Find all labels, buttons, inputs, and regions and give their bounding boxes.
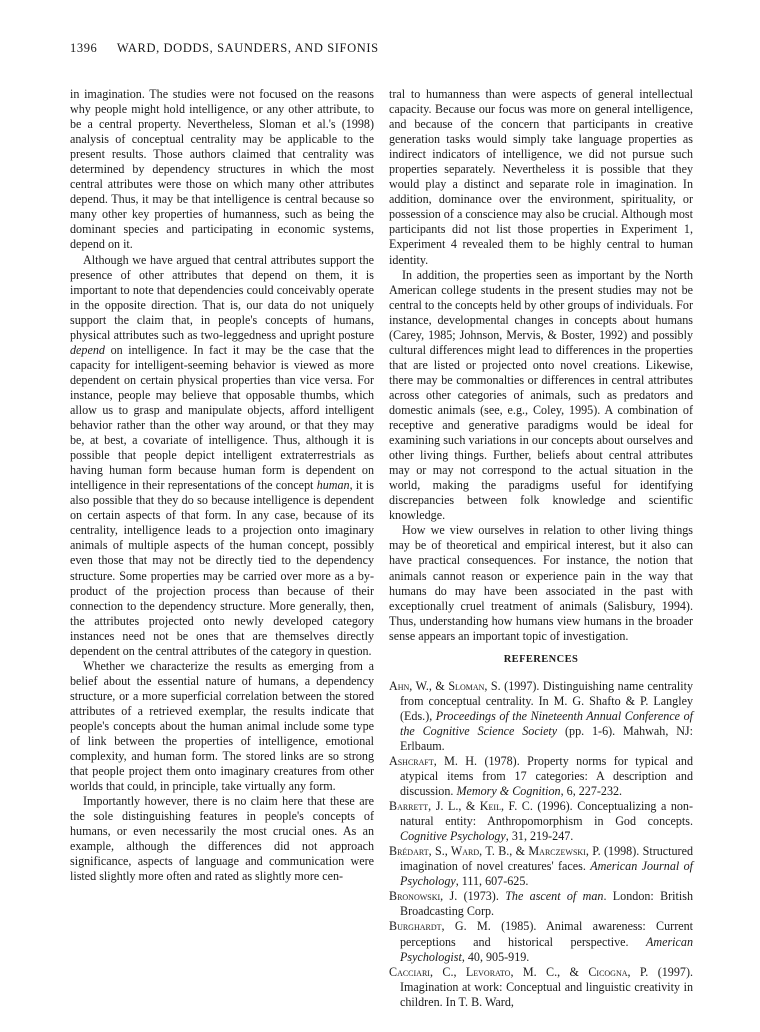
- paragraph: Whether we characterize the results as emerging from a belief about the essential nature of humans, a dependency structure, or a more superficial correlation between the stored attributes of a retrieved exemplar, the results indicate that people's concepts about the human animal include some type of link between the properties of intelligence, emotional complexity, and human form. The stored links are so strong that people project them onto imaginary creatures from other worlds that could, in principle, take virtually any form.: [70, 658, 374, 794]
- left-column: [70, 87, 374, 884]
- paragraph: How we view ourselves in relation to other living things may be of theoretical and empirical interest, but it also can have practical consequences. For instance, the notion that animals cannot reason or experience pain in the way that humans do may have been associated in the past with exceptionally cruel treatment of animals (Salisbury, 1994). Thus, understanding how humans view humans in the broader sense appears an important topic of investigation.: [389, 523, 693, 643]
- paragraph: In addition, the properties seen as important by the North American college students in the present studies may not be central to the concepts held by other groups of individuals. For instance, developmental changes in concepts about humans (Carey, 1985; Johnson, Mervis, & Boster, 1992) and possibly cultural differences might lead to differences in the properties that are listed or projected onto novel creations. Likewise, there may be commonalties or differences in central attributes across other categories of animals, such as predators and domestic animals (see, e.g., Coley, 1995). A combination of receptive and generative paradigms would be ideal for examining such variations in our concepts about ourselves and other living things. Further, beliefs about central attributes may or may not correspond to the actual situation in the world, making the paradigms useful for identifying discrepancies between folk knowledge and scientific knowledge.: [389, 267, 693, 523]
- reference-entry: Bronowski, J. (1973). The ascent of man. London: British Broadcasting Corp.: [389, 889, 694, 919]
- reference-entry: Burghardt, G. M. (1985). Animal awareness: Current perceptions and historical perspective. American Psychologist, 40, 905-919.: [389, 919, 693, 964]
- reference-entry: Ahn, W., & Sloman, S. (1997). Distinguishing name centrality from conceptual centrality. In M. G. Shafto & P. Langley (Eds.), Proceedings of the Nineteenth Annual Conference of the Cognitive Science Society (pp. 1-6). Mahwah, NJ: Erlbaum.: [389, 678, 693, 753]
- reference-source: American Psychologist: [400, 934, 693, 964]
- running-header: [70, 41, 694, 56]
- reference-source: Memory & Cognition: [456, 784, 561, 799]
- reference-source: The ascent of man: [505, 889, 604, 904]
- reference-authors: Barrett, J. L., & Keil, F. C.: [389, 799, 533, 814]
- reference-authors: Ashcraft, M. H.: [389, 753, 478, 768]
- paragraph: Although we have argued that central attributes support the presence of other attributes that depend on them, it is important to note that dependencies could conceivably operate in the opposite direction. That is, our data do not uniquely support the claim that, in people's concepts of humans, physical attributes such as two-leggedness and upright posture depend on intelligence. In fact it may be the case that the capacity for intelligent-seeming behavior is viewed as more dependent on certain physical properties than vice versa. For instance, people may believe that opposable thumbs, which allow us to grasp and manipulate objects, afford intelligent behavior rather than the other way around, or that they may be, at best, a covariate of intelligence. Thus, although it is possible that people depict intelligent extraterrestrials as having human form because human form is dependent on intelligence in their representations of the concept human, it is also possible that they do so because intelligence is dependent on certain aspects of that form. In any case, because of its centrality, intelligence leads to a projection onto imaginary animals of multiple aspects of the human concept, possibly even those that may not be directly tied to the dependency structure. Some properties may be carried over more as a by-product of the projection process than because of their connection to the dependency structure. More generally, then, the attributes projected onto newly developed category instances need not be ones that are themselves directly dependent on the central attributes of the category in question.: [70, 252, 375, 658]
- right-column: [389, 87, 693, 1010]
- reference-authors: Ahn, W., & Sloman, S.: [389, 678, 501, 693]
- paragraph: in imagination. The studies were not focused on the reasons why people might hold intelligence, or any other attribute, to be a central property. Nevertheless, Sloman et al.'s (1998) analysis of conceptual centrality may be applicable to the present results. Those authors claimed that centrality was determined by dependency structures in which the most central attributes were those on which many other attributes depend. Thus, it may be that intelligence is central because so many other key properties of humanness, such as being the dominant species and participating in economic systems, depend on it.: [70, 87, 374, 252]
- paragraph: tral to humanness than were aspects of general intellectual capacity. Because our focus was more on general intelligence, and because of the concern that participants in creative generation tasks would simply take language properties as indirect indicators of intelligence, we did not pursue such properties separately. Nevertheless it is possible that they would play a distinct and separate role in imagination. In addition, dominance over the environment, spirituality, or possession of a conscience may also be crucial. Although most participants did not list those properties in Experiment 1, Experiment 4 revealed them to be highly central to human identity.: [389, 87, 693, 267]
- running-title: WARD, DODDS, SAUNDERS, AND SIFONIS: [116, 41, 379, 55]
- reference-entry: Brédart, S., Ward, T. B., & Marczewski, P. (1998). Structured imagination of novel creatures' faces. American Journal of Psychology, 111, 607-625.: [389, 844, 693, 889]
- reference-authors: Cacciari, C., Levorato, M. C., & Cicogna, P.: [389, 964, 649, 979]
- paragraph: Importantly however, there is no claim here that these are the sole distinguishing features in people's concepts of humans, or even necessarily the most crucial ones. As an example, although the differences did not approach significance, aspects of language and communication were listed slightly more often and rated as slightly more cen-: [70, 794, 374, 884]
- reference-entry: Cacciari, C., Levorato, M. C., & Cicogna, P. (1997). Imagination at work: Conceptual and linguistic creativity in children. In T. B. Ward,: [389, 964, 693, 1009]
- reference-entry: Ashcraft, M. H. (1978). Property norms for typical and atypical items from 17 categories: A description and discussion. Memory & Cognition, 6, 227-232.: [389, 753, 693, 799]
- reference-list: [389, 679, 693, 1010]
- reference-source: Cognitive Psychology: [400, 829, 506, 844]
- reference-authors: Burghardt, G. M.: [389, 919, 491, 934]
- references-heading: REFERENCES: [503, 653, 579, 665]
- reference-authors: Bronowski, J.: [389, 889, 458, 904]
- page-number: 1396: [70, 41, 98, 55]
- reference-entry: Barrett, J. L., & Keil, F. C. (1996). Conceptualizing a non-natural entity: Anthropomorphism in God concepts. Cognitive Psychology, 31, 219-247.: [389, 799, 694, 844]
- reference-source: Proceedings of the Nineteenth Annual Conference of the Cognitive Science Society: [400, 708, 693, 738]
- reference-source: American Journal of Psychology: [400, 859, 693, 889]
- reference-authors: Brédart, S., Ward, T. B., & Marczewski, P.: [389, 844, 601, 859]
